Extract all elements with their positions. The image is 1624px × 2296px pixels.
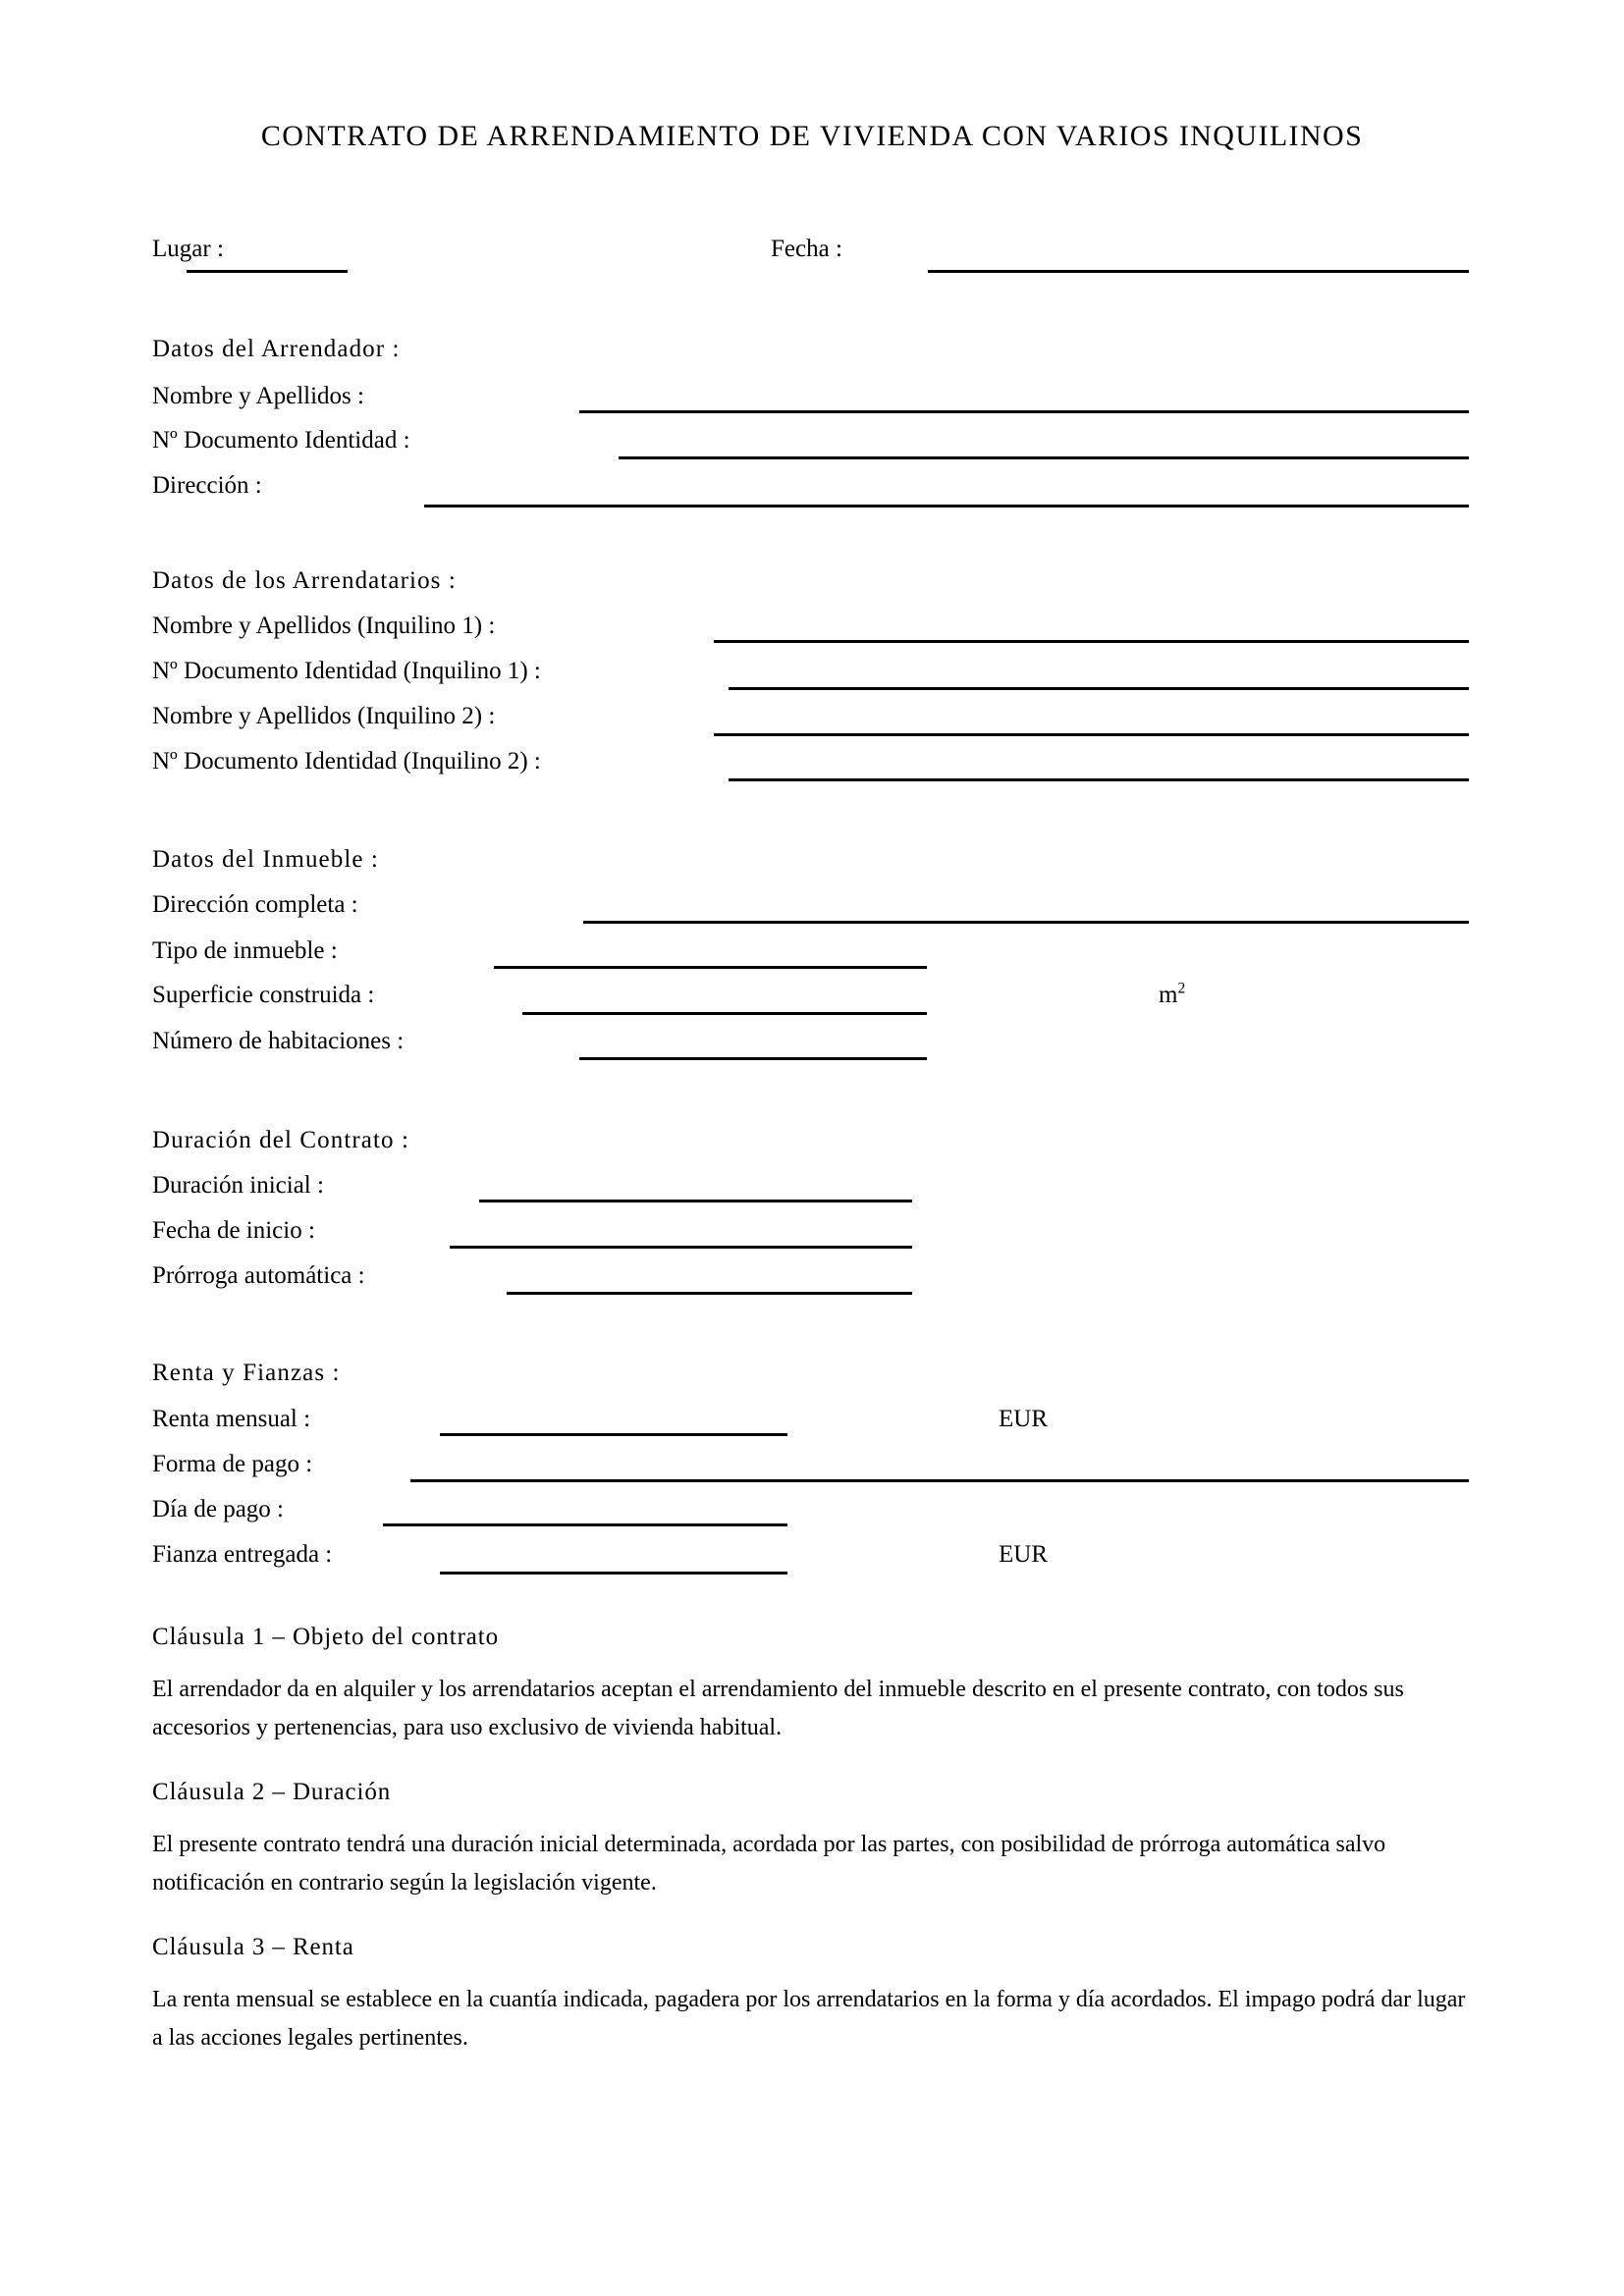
section-heading-arrendatarios-label: Datos de los Arrendatarios : — [152, 567, 457, 594]
section-heading-duracion-label: Duración del Contrato : — [152, 1127, 410, 1153]
field-renta-mensual-rule[interactable] — [440, 1433, 787, 1436]
field-arrendador-direccion-rule[interactable] — [424, 505, 1469, 507]
currency-label-renta: EUR — [999, 1406, 1048, 1432]
field-inquilino2-documento-rule[interactable] — [729, 778, 1469, 781]
field-lugar-rule[interactable] — [187, 270, 348, 273]
field-fecha-rule[interactable] — [928, 270, 1469, 273]
field-inmueble-direccion-rule[interactable] — [583, 921, 1469, 924]
field-inquilino1-nombre-label: Nombre y Apellidos (Inquilino 1) : — [152, 613, 496, 639]
currency-label-fianza: EUR — [999, 1541, 1048, 1568]
clause-3-title: Cláusula 3 – Renta — [152, 1934, 354, 1960]
field-inquilino1-nombre-rule[interactable] — [714, 640, 1469, 643]
field-duracion-inicial-label: Duración inicial : — [152, 1172, 324, 1199]
field-arrendador-nombre-label: Nombre y Apellidos : — [152, 383, 364, 409]
section-heading-inmueble-label: Datos del Inmueble : — [152, 846, 379, 873]
field-inmueble-habitaciones-label: Número de habitaciones : — [152, 1028, 405, 1054]
clause-1-body: El arrendador da en alquiler y los arrendatarios aceptan el arrendamiento del inmueble descrito en el presente contrato, con todos sus accesorios y pertenencias, para uso exclusivo de vivienda habitual. — [152, 1677, 1404, 1740]
field-arrendador-documento-rule[interactable] — [619, 456, 1469, 459]
unit-square-meters-exponent: 2 — [1177, 980, 1186, 997]
field-arrendador-nombre-rule[interactable] — [579, 410, 1469, 413]
field-inquilino2-documento-label: Nº Documento Identidad (Inquilino 2) : — [152, 748, 541, 774]
field-inmueble-direccion-label: Dirección completa : — [152, 891, 358, 918]
field-inmueble-tipo-rule[interactable] — [494, 966, 927, 969]
field-arrendador-direccion-label: Dirección : — [152, 472, 262, 499]
field-duracion-inicial-rule[interactable] — [479, 1200, 912, 1202]
page-title: CONTRATO DE ARRENDAMIENTO DE VIVIENDA CON VARIOS INQUILINOS — [260, 120, 1364, 152]
clause-1-title: Cláusula 1 – Objeto del contrato — [152, 1624, 500, 1650]
field-inquilino1-documento-label: Nº Documento Identidad (Inquilino 1) : — [152, 658, 541, 684]
field-inmueble-habitaciones-rule[interactable] — [579, 1057, 927, 1060]
unit-square-meters-value: m — [1159, 982, 1178, 1008]
clause-2-title: Cláusula 2 – Duración — [152, 1779, 392, 1805]
field-renta-fianza-label: Fianza entregada : — [152, 1541, 333, 1568]
field-inquilino2-nombre-label: Nombre y Apellidos (Inquilino 2) : — [152, 703, 496, 729]
field-renta-fianza-rule[interactable] — [440, 1572, 787, 1575]
clause-3-body: La renta mensual se establece en la cuantía indicada, pagadera por los arrendatarios en la forma y día acordados. El impago podrá dar lugar a las acciones legales pertinentes. — [152, 1987, 1466, 2051]
field-renta-dia-pago-label: Día de pago : — [152, 1496, 284, 1522]
field-arrendador-documento-label: Nº Documento Identidad : — [152, 427, 410, 454]
clause-2-body: El presente contrato tendrá una duración inicial determinada, acordada por las partes, con posibilidad de prórroga automática salvo notificación en contrario según la legislación vigente. — [152, 1832, 1386, 1896]
field-duracion-prorroga-label: Prórroga automática : — [152, 1262, 365, 1289]
field-renta-forma-pago-rule[interactable] — [410, 1479, 1469, 1482]
field-inquilino2-nombre-rule[interactable] — [714, 733, 1469, 736]
field-duracion-prorroga-rule[interactable] — [507, 1292, 912, 1295]
field-renta-mensual-label: Renta mensual : — [152, 1406, 311, 1432]
field-inmueble-superficie-rule[interactable] — [522, 1012, 927, 1015]
field-inmueble-tipo-label: Tipo de inmueble : — [152, 937, 338, 964]
section-heading-arrendador-label: Datos del Arrendador : — [152, 336, 401, 362]
section-heading-renta-label: Renta y Fianzas : — [152, 1360, 341, 1386]
field-inquilino1-documento-rule[interactable] — [729, 687, 1469, 690]
field-lugar-label: Lugar : — [152, 236, 224, 262]
field-duracion-fecha-inicio-rule[interactable] — [450, 1246, 912, 1249]
field-fecha-label: Fecha : — [771, 236, 842, 262]
field-inmueble-superficie-label: Superficie construida : — [152, 982, 375, 1008]
field-renta-dia-pago-rule[interactable] — [383, 1523, 787, 1526]
field-renta-forma-pago-label: Forma de pago : — [152, 1451, 313, 1477]
field-duracion-fecha-inicio-label: Fecha de inicio : — [152, 1217, 315, 1244]
unit-square-meters — [1159, 982, 1185, 1009]
